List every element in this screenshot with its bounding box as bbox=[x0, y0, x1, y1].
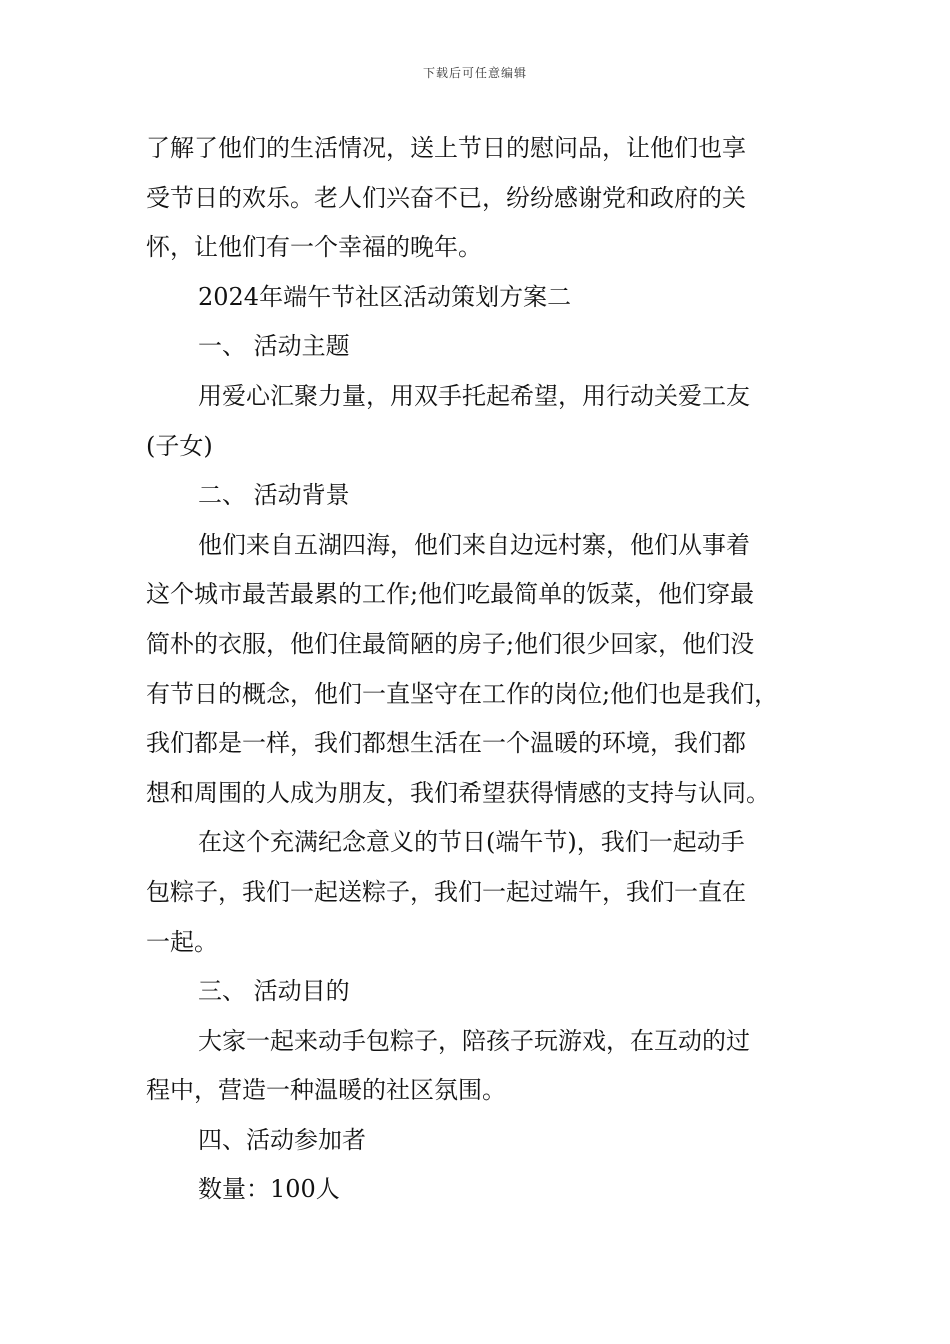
text-line: 怀，让他们有一个幸福的晚年。 bbox=[146, 233, 482, 262]
section-heading: 四、活动参加者 bbox=[198, 1125, 366, 1154]
text-line: 简朴的衣服，他们住最简陋的房子;他们很少回家，他们没 bbox=[146, 629, 755, 658]
section-title: 2024年端午节社区活动策划方案二 bbox=[198, 282, 572, 311]
section-heading: 三、 活动目的 bbox=[198, 977, 350, 1006]
text-line: 一起。 bbox=[146, 927, 218, 956]
text-line: 了解了他们的生活情况，送上节日的慰问品，让他们也享 bbox=[146, 134, 746, 162]
text-line: 包粽子，我们一起送粽子，我们一起过端午，我们一直在 bbox=[146, 877, 746, 906]
text-line: 程中，营造一种温暖的社区氛围。 bbox=[146, 1076, 506, 1105]
section-heading: 一、 活动主题 bbox=[198, 332, 350, 361]
text-line: 用爱心汇聚力量，用双手托起希望，用行动关爱工友 bbox=[198, 381, 750, 410]
text-line: 有节日的概念，他们一直坚守在工作的岗位;他们也是我们， bbox=[146, 679, 779, 708]
text-line: 数量：100人 bbox=[198, 1175, 340, 1204]
text-line: 这个城市最苦最累的工作;他们吃最简单的饭菜，他们穿最 bbox=[146, 580, 755, 609]
page-header: 下载后可任意编辑 bbox=[422, 66, 527, 80]
text-line: 受节日的欢乐。老人们兴奋不已，纷纷感谢党和政府的关 bbox=[146, 183, 746, 212]
text-line: 我们都是一样，我们都想生活在一个温暖的环境，我们都 bbox=[146, 729, 746, 758]
text-line: (子女) bbox=[146, 431, 213, 460]
text-line: 他们来自五湖四海，他们来自边远村寨，他们从事着 bbox=[198, 530, 750, 559]
document-body bbox=[146, 124, 811, 1215]
text-line: 大家一起来动手包粽子，陪孩子玩游戏，在互动的过 bbox=[198, 1026, 750, 1055]
text-line: 在这个充满纪念意义的节日(端午节)，我们一起动手 bbox=[198, 828, 745, 857]
text-line: 想和周围的人成为朋友，我们希望获得情感的支持与认同。 bbox=[146, 778, 770, 807]
section-heading: 二、 活动背景 bbox=[198, 481, 350, 510]
